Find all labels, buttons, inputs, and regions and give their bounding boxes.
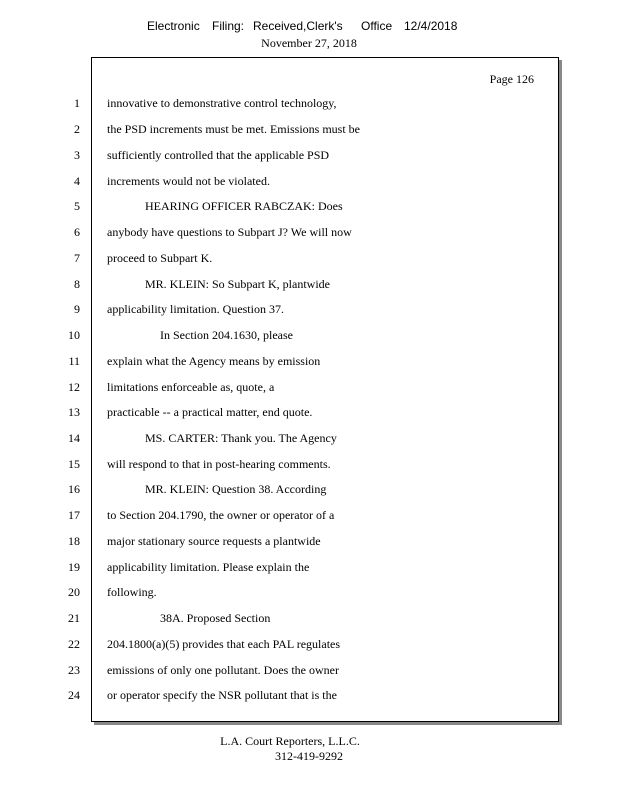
line-text: or operator specify the NSR pollutant that is the [107, 688, 337, 702]
line-text: sufficiently controlled that the applicable PSD [107, 148, 330, 162]
line-number: 23 [68, 663, 80, 677]
line-number: 10 [68, 328, 80, 342]
line-text: MR. KLEIN: So Subpart K, plantwide [145, 277, 330, 291]
line-text: innovative to demonstrative control technology, [107, 96, 337, 110]
line-number: 21 [68, 611, 80, 625]
line-number: 15 [68, 457, 80, 471]
line-text: proceed to Subpart K. [107, 251, 213, 265]
line-number: 17 [68, 508, 80, 522]
line-number: 5 [74, 199, 80, 213]
line-number: 6 [74, 225, 80, 239]
footer-reporter: L.A. Court Reporters, L.L.C. [220, 734, 360, 748]
line-number: 1 [74, 96, 80, 110]
line-number: 4 [74, 174, 80, 188]
line-number: 24 [68, 688, 80, 702]
line-number: 8 [74, 277, 80, 291]
line-text: anybody have questions to Subpart J? We will now [107, 225, 352, 239]
filing-date: November 27, 2018 [261, 36, 357, 50]
stamp-office: Office [361, 19, 393, 33]
line-text: MR. KLEIN: Question 38. According [145, 482, 327, 496]
line-text: 204.1800(a)(5) provides that each PAL regulates [107, 637, 341, 651]
line-number: 7 [74, 251, 80, 265]
line-number: 22 [68, 637, 80, 651]
line-number: 12 [68, 380, 80, 394]
line-text: applicability limitation. Question 37. [107, 302, 284, 316]
line-text: limitations enforceable as, quote, a [107, 380, 275, 394]
line-number: 20 [68, 585, 80, 599]
line-text: to Section 204.1790, the owner or operator of a [107, 508, 335, 522]
line-text: 38A. Proposed Section [160, 611, 271, 625]
line-number: 19 [68, 560, 80, 574]
line-number: 18 [68, 534, 80, 548]
line-text: emissions of only one pollutant. Does the owner [107, 663, 339, 677]
stamp-electronic: Electronic [147, 19, 200, 33]
line-text: MS. CARTER: Thank you. The Agency [145, 431, 337, 445]
stamp-date: 12/4/2018 [404, 19, 458, 33]
stamp-filing: Filing: [212, 19, 245, 33]
footer-phone: 312-419-9292 [275, 749, 343, 763]
line-number: 3 [74, 148, 80, 162]
line-text: HEARING OFFICER RABCZAK: Does [145, 199, 343, 213]
line-text: major stationary source requests a plantwide [107, 534, 321, 548]
line-number: 11 [68, 354, 80, 368]
line-text: applicability limitation. Please explain the [107, 560, 310, 574]
line-text: following. [107, 585, 157, 599]
line-text: explain what the Agency means by emission [107, 354, 321, 368]
line-number: 14 [68, 431, 80, 445]
line-text: will respond to that in post-hearing comments. [107, 457, 331, 471]
line-number: 16 [68, 482, 80, 496]
line-number: 2 [74, 122, 80, 136]
line-text: practicable -- a practical matter, end quote. [107, 405, 313, 419]
line-number: 13 [68, 405, 80, 419]
line-text: the PSD increments must be met. Emissions must be [107, 122, 360, 136]
line-text: In Section 204.1630, please [160, 328, 293, 342]
page-number: Page 126 [489, 72, 534, 86]
line-number: 9 [74, 302, 80, 316]
stamp-received: Received,Clerk's [253, 19, 343, 33]
line-text: increments would not be violated. [107, 174, 270, 188]
